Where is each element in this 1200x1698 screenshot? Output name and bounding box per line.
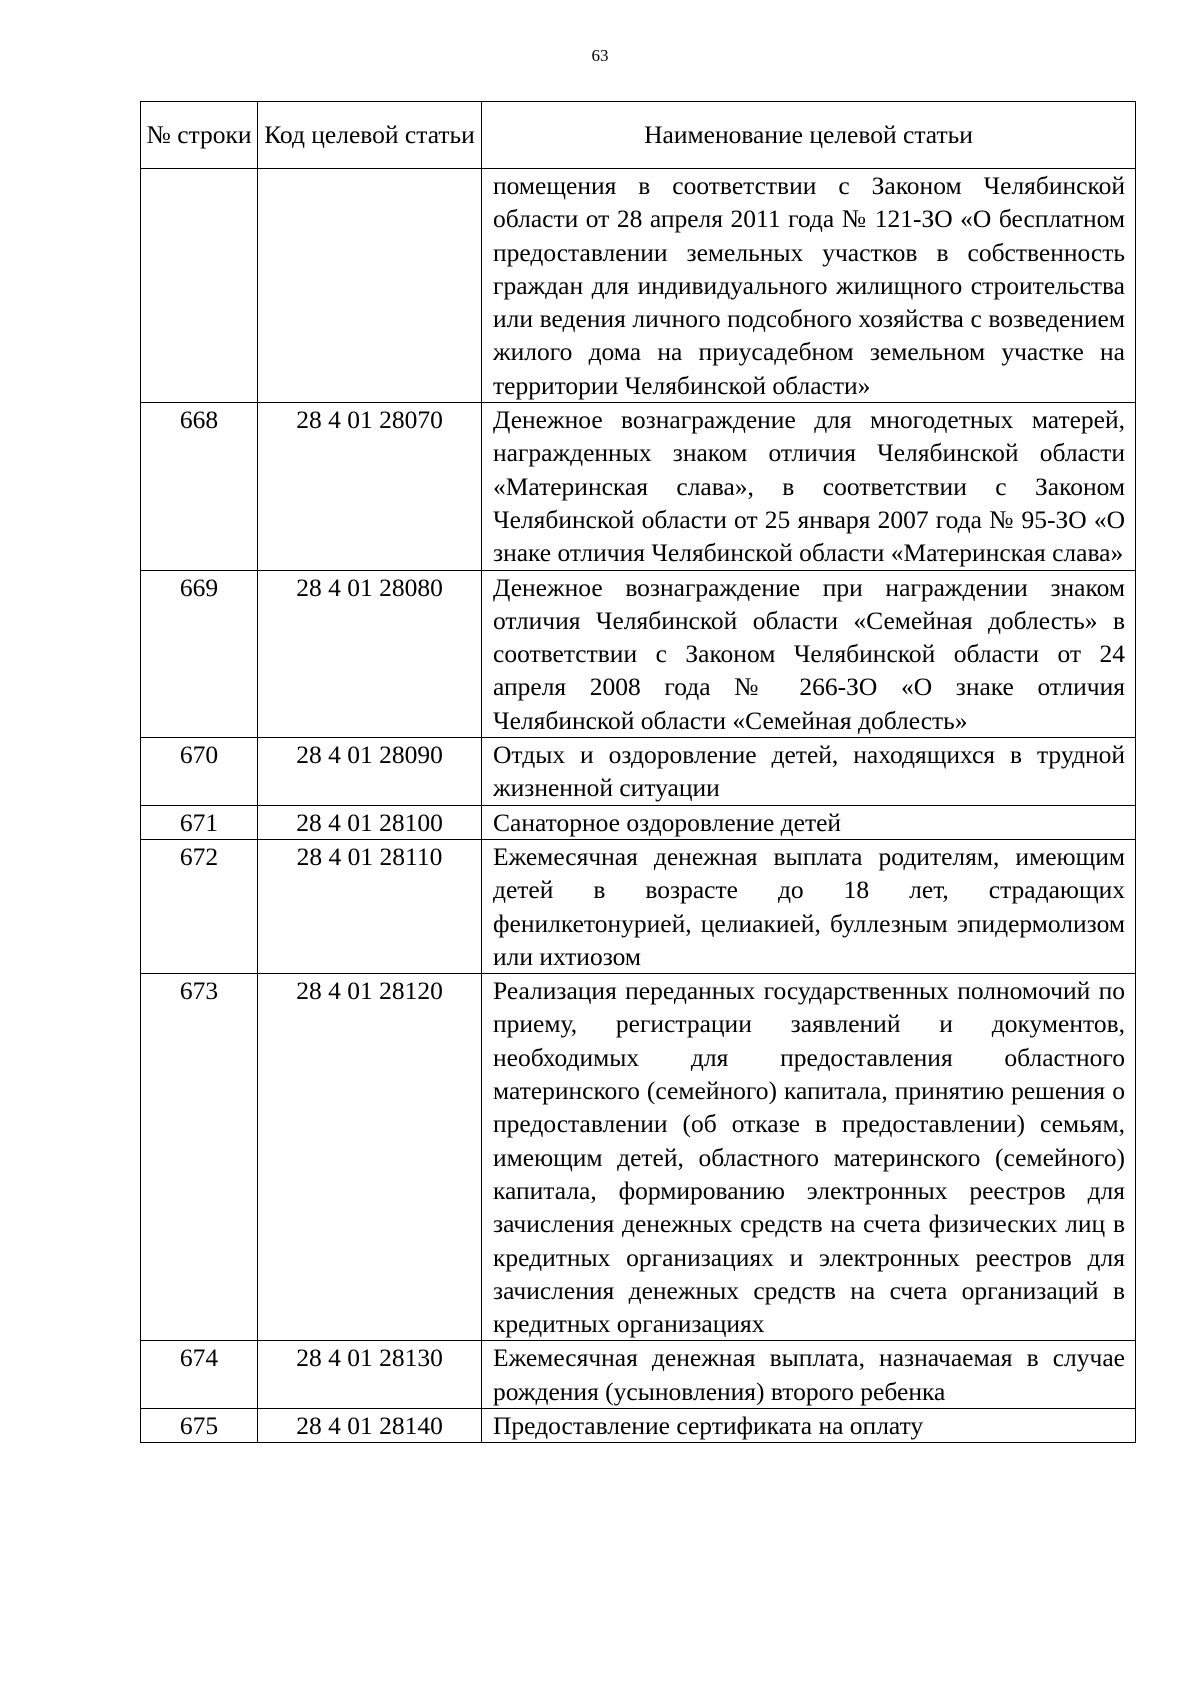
row-name-cell: Реализация переданных государственных полномочий по приему, регистрации заявлений и документов, необходимых для предоставления областного материнского (семейного) капитала, принятию решения о предоставлении (об отказе в предоставлении) семьям, имеющим детей, областного материнского (семейного) капитала, формированию электронных реестров для зачисления денежных средств на счета физических лиц в кредитных организациях и электронных реестров для зачисления денежных средств на счета организаций в кредитных организациях — [482, 974, 1136, 1341]
table-row — [141, 169, 1136, 403]
row-number-cell: 673 — [141, 974, 258, 1341]
row-code-cell: 28 4 01 28130 — [258, 1341, 482, 1409]
row-name-cell: Санаторное оздоровление детей — [482, 805, 1136, 839]
row-name-cell: Денежное вознаграждение для многодетных матерей, награжденных знаком отличия Челябинской области «Материнская слава», в соответствии с Законом Челябинской области от 25 января 2007 года № 95-ЗО «О знаке отличия Челябинской области «Материнская слава» — [482, 403, 1136, 570]
table-header-row — [141, 102, 1136, 169]
page-number: 63 — [591, 46, 609, 65]
table-row — [141, 805, 1136, 839]
row-number-cell: 670 — [141, 738, 258, 806]
row-name-cell: Отдых и оздоровление детей, находящихся в трудной жизненной ситуации — [482, 738, 1136, 806]
row-number-cell: 669 — [141, 570, 258, 737]
row-number-cell: 668 — [141, 403, 258, 570]
header-name: Наименование целевой статьи — [482, 102, 1136, 169]
row-name-cell: Ежемесячная денежная выплата, назначаемая в случае рождения (усыновления) второго ребенка — [482, 1341, 1136, 1409]
row-number-cell: 671 — [141, 805, 258, 839]
row-name-cell: помещения в соответствии с Законом Челябинской области от 28 апреля 2011 года № 121-ЗО «О бесплатном предоставлении земельных участков в собственность граждан для индивидуального жилищного строительства или ведения личного подсобного хозяйства с возведением жилого дома на приусадебном земельном участке на территории Челябинской области» — [482, 169, 1136, 403]
table-header — [141, 102, 1136, 169]
row-code-cell — [258, 169, 482, 403]
table-row — [141, 974, 1136, 1341]
row-code-cell: 28 4 01 28120 — [258, 974, 482, 1341]
table-row — [141, 403, 1136, 570]
row-code-cell: 28 4 01 28100 — [258, 805, 482, 839]
row-code-cell: 28 4 01 28140 — [258, 1408, 482, 1442]
table-row — [141, 1341, 1136, 1409]
row-number-cell: 674 — [141, 1341, 258, 1409]
row-number-cell: 672 — [141, 839, 258, 973]
table-body — [141, 169, 1136, 1443]
row-code-cell: 28 4 01 28110 — [258, 839, 482, 973]
header-code: Код целевой статьи — [258, 102, 482, 169]
row-code-cell: 28 4 01 28080 — [258, 570, 482, 737]
row-number-cell — [141, 169, 258, 403]
table-row — [141, 1408, 1136, 1442]
row-code-cell: 28 4 01 28090 — [258, 738, 482, 806]
table-row — [141, 738, 1136, 806]
row-name-cell: Предоставление сертификата на оплату — [482, 1408, 1136, 1442]
table-row — [141, 570, 1136, 737]
row-code-cell: 28 4 01 28070 — [258, 403, 482, 570]
table-row — [141, 839, 1136, 973]
row-name-cell: Денежное вознаграждение при награждении знаком отличия Челябинской области «Семейная доблесть» в соответствии с Законом Челябинской области от 24 апреля 2008 года № 266-ЗО «О знаке отличия Челябинской области «Семейная доблесть» — [482, 570, 1136, 737]
header-row-number: № строки — [141, 102, 258, 169]
target-articles-table — [140, 101, 1136, 1443]
row-name-cell: Ежемесячная денежная выплата родителям, имеющим детей в возрасте до 18 лет, страдающих фенилкетонурией, целиакией, буллезным эпидермолизом или ихтиозом — [482, 839, 1136, 973]
row-number-cell: 675 — [141, 1408, 258, 1442]
